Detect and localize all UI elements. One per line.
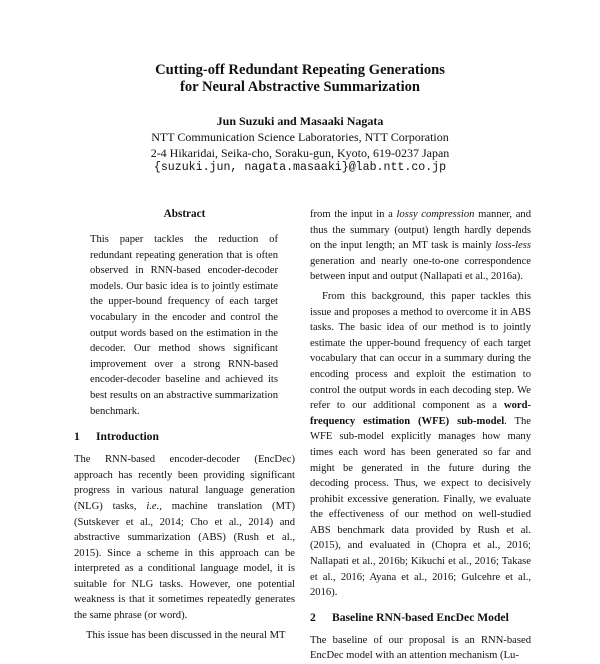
author-names: Jun Suzuki and Masaaki Nagata (216, 114, 384, 128)
intro-title: Introduction (96, 430, 159, 444)
abstract-text: This paper tackles the reduction of redundant repeating generation that is often observed in RNN-based encoder-decoder models. Our basic idea is to jointly estimate the upper-bound frequency of each target vocabulary in the encoder and control the output words based on the estimation in the decoder. Our method shows significant improvement over a strong RNN-based encoder-decoder baseline and achieved its best results on an abstractive summarization benchmark. (90, 234, 278, 417)
intro-paragraph-1: The RNN-based encoder-decoder (EncDec) approach has recently been providing significant progress in various natural language generation (NLG) tasks, i.e., machine translation (MT) (Sutskever et al., 2014; Cho et al., 2014) and abstractive summarization (ABS) (Rush et al., 2015). Since a scheme in this approach can be interpreted as a conditional language model, it is suitable for NLG tasks. However, one potential weakness is that it sometimes repeatedly generates the same phrase (or word). (74, 454, 295, 622)
right-paragraph-1: from the input in a lossy compression manner, and thus the summary (output) length hardly depends on the input length; an MT task is mainly loss-less generation and nearly one-to-one correspondence between input and output (Nallapati et al., 2016a). (310, 209, 531, 283)
paper-title-line2: for Neural Abstractive Summarization (179, 79, 421, 95)
intro-paragraph-2: This issue has been discussed in the neural MT (86, 629, 286, 641)
author-email: {suzuki.jun, nagata.masaaki}@lab.ntt.co.jp (153, 161, 447, 174)
left-column (74, 206, 295, 643)
author-address: 2-4 Hikaridai, Seika-cho, Soraku-gun, Kyoto, 619-0237 Japan (150, 146, 450, 160)
section-2-paragraph: The baseline of our proposal is an RNN-based EncDec model with an attention mechanism (Lu- (310, 634, 531, 662)
author-affiliation: NTT Communication Science Laboratories, NTT Corporation (151, 130, 449, 144)
section-2-number: 2 (310, 610, 316, 624)
section-2-heading (310, 610, 531, 626)
section-2-title: Baseline RNN-based EncDec Model (332, 610, 509, 624)
intro-heading (74, 429, 295, 445)
paper-title-line1: Cutting-off Redundant Repeating Generations (155, 62, 445, 78)
right-paragraph-2: From this background, this paper tackles this issue and proposes a method to overcome it in ABS tasks. The basic idea of our method is to jointly estimate the upper-bound frequency of each target vocabulary that can occur in a summary during the encoding process and exploit the estimation to control the output words in each decoding step. We refer to our additional component as a word-frequency estimation (WFE) sub-model. The WFE sub-model explicitly manages how many times each word has been generated so far and might be generated in the future during the decoding process. Thus, we expect to decisively prohibit excessive generation. Finally, we evaluate the effectiveness of our method on well-studied ABS benchmark data provided by Rush et al. (2015), and evaluated in (Chopra et al., 2016; Nallapati et al., 2016b; Kikuchi et al., 2016; Takase et al., 2016; Ayana et al., 2016; Gulcehre et al., 2016). (310, 290, 531, 599)
right-column (310, 207, 531, 664)
intro-number: 1 (74, 430, 80, 444)
abstract-heading: Abstract (163, 208, 206, 220)
